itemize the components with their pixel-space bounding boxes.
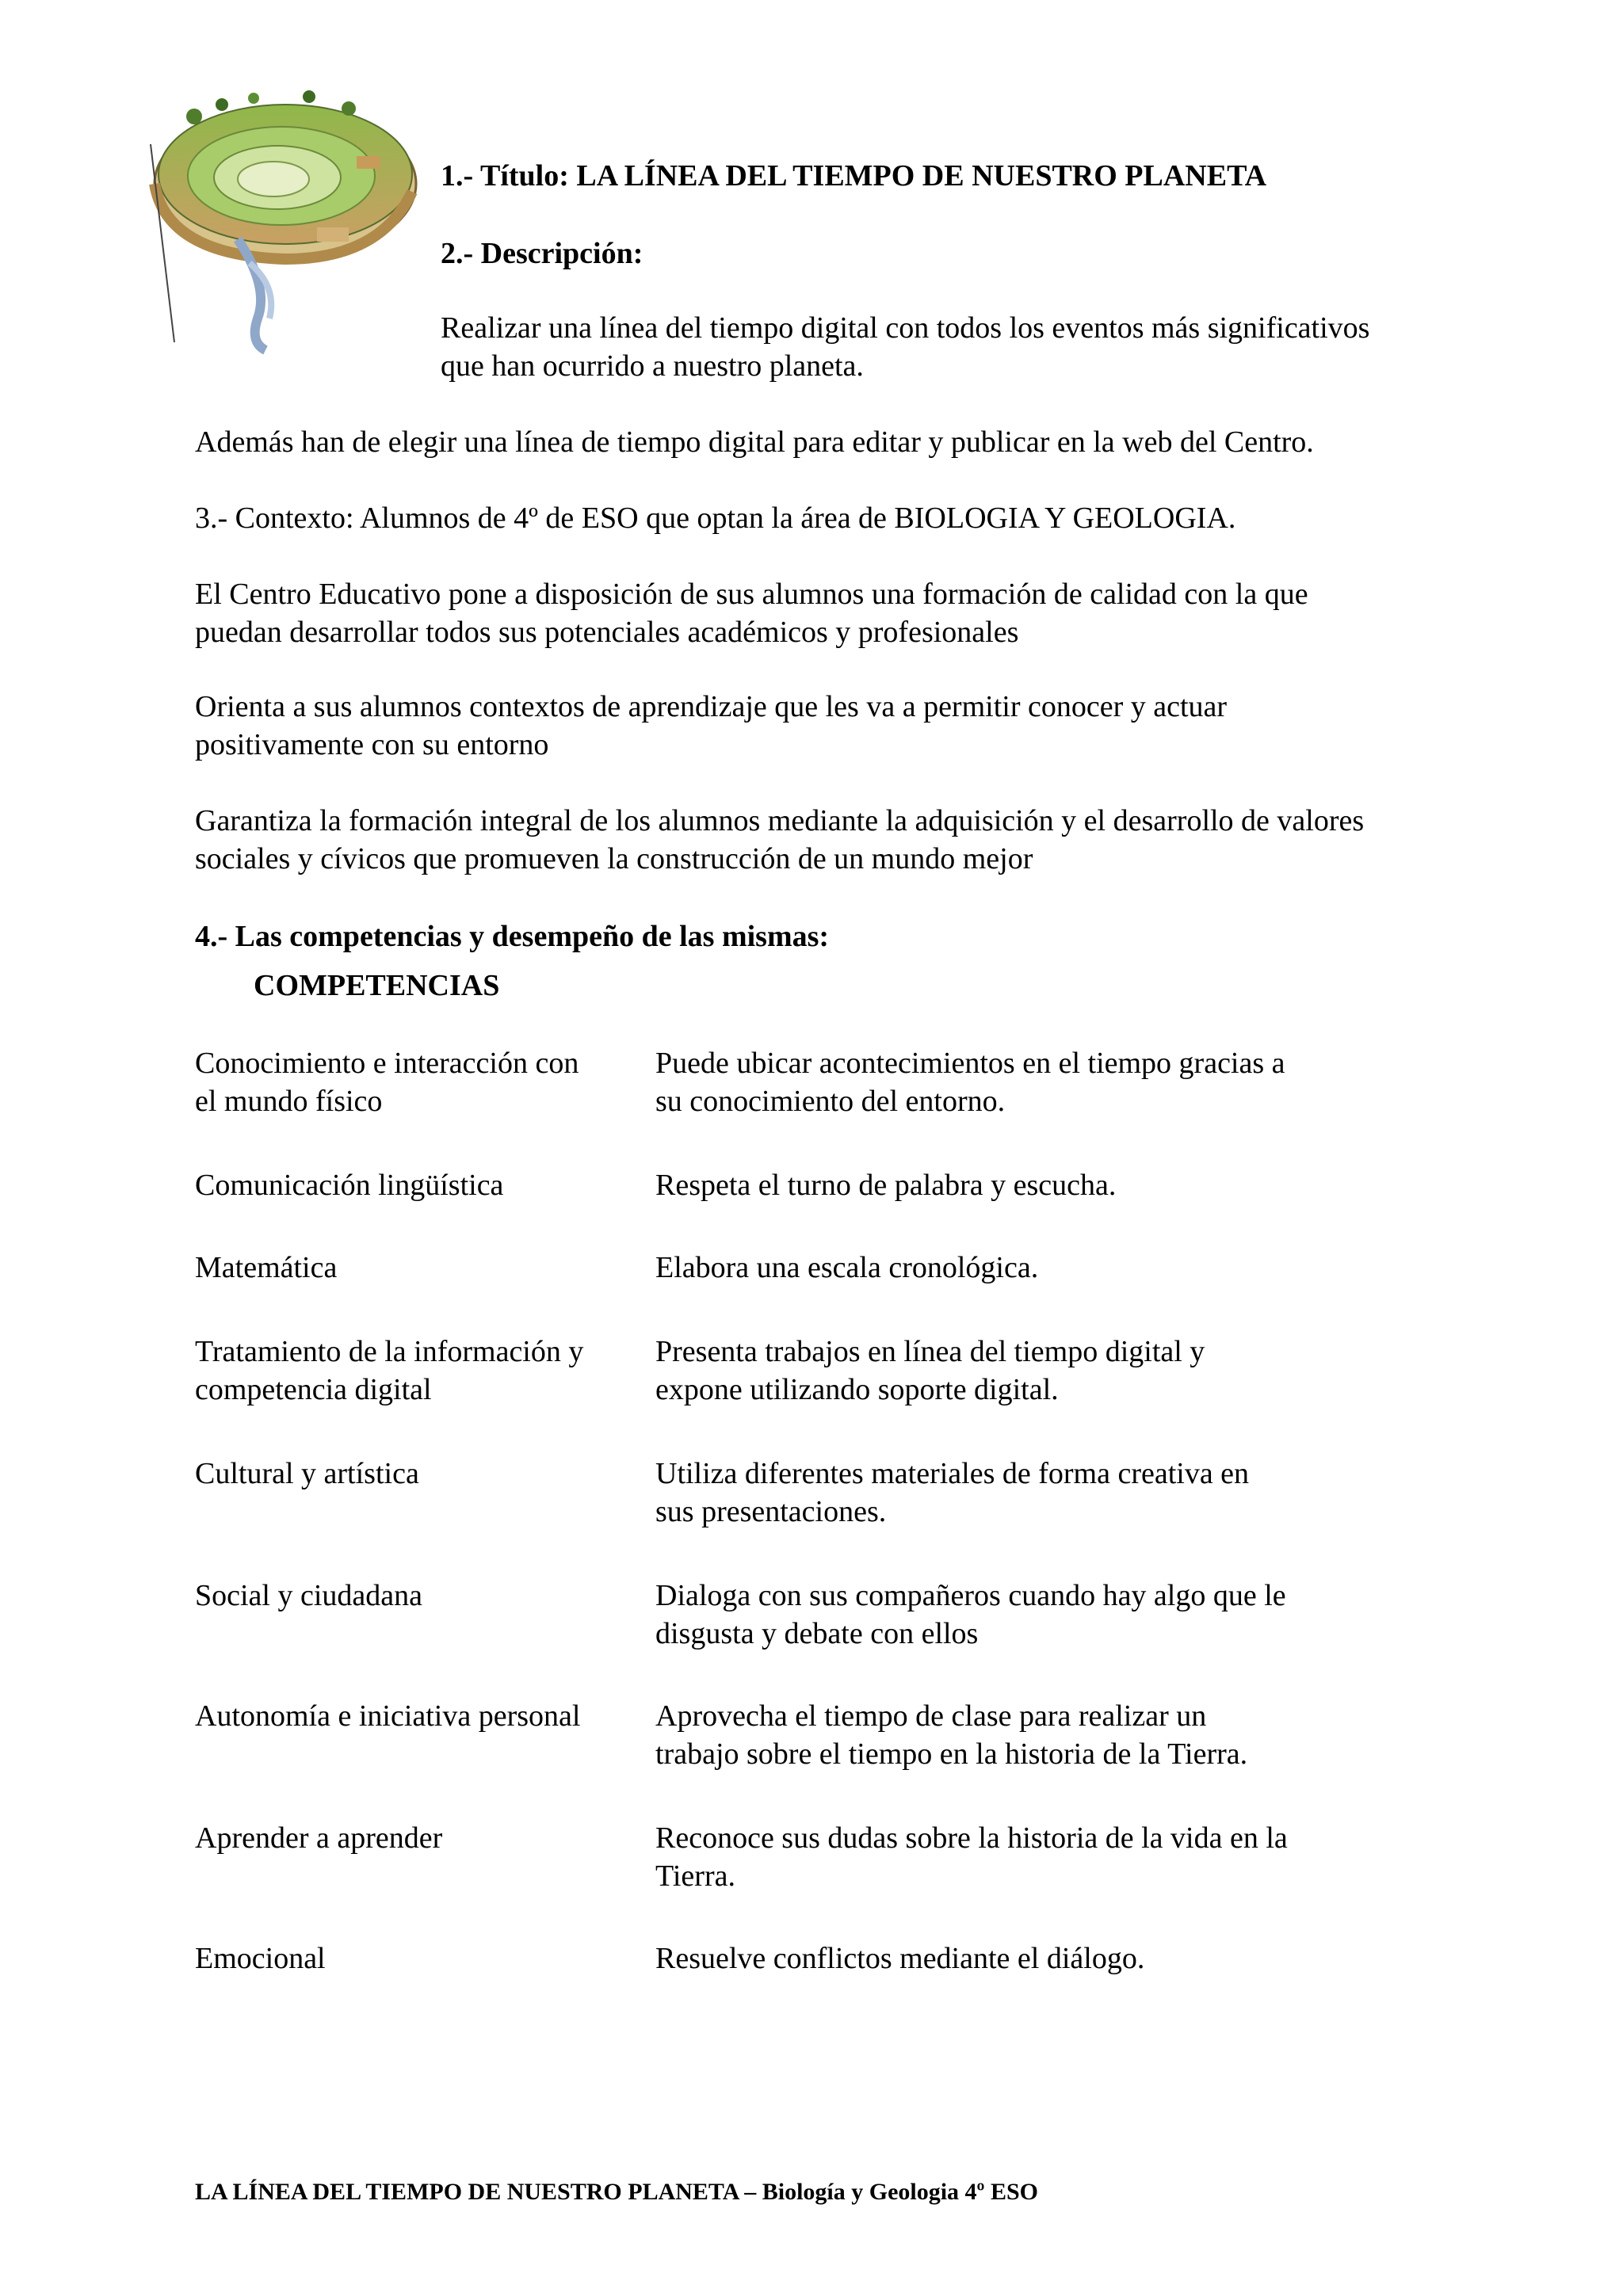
competencia-desempeno-line: su conocimiento del entorno.	[655, 1085, 1006, 1118]
competencia-desempeno-line: sus presentaciones.	[655, 1495, 887, 1528]
competencia-name-line: Emocional	[195, 1942, 326, 1975]
competencia-desempeno-line: Elabora una escala cronológica.	[655, 1251, 1039, 1284]
competencia-name-line: Conocimiento e interacción con	[195, 1047, 579, 1080]
competencia-name-line: Autonomía e iniciativa personal	[195, 1699, 581, 1733]
competencia-desempeno-line: Tierra.	[655, 1859, 735, 1893]
competencia-desempeno-line: Reconoce sus dudas sobre la historia de la vida en la	[655, 1821, 1288, 1855]
competencia-desempeno-line: expone utilizando soporte digital.	[655, 1373, 1059, 1406]
competencia-desempeno-line: Puede ubicar acontecimientos en el tiempo gracias a	[655, 1047, 1285, 1080]
competencias-subheading: COMPETENCIAS	[254, 969, 500, 1002]
paragraph-centro-line-2: puedan desarrollar todos sus potenciales académicos y profesionales	[195, 616, 1019, 649]
document-title: 1.- Título: LA LÍNEA DEL TIEMPO DE NUESTRO PLANETA	[441, 159, 1267, 193]
competencia-desempeno-line: disgusta y debate con ellos	[655, 1617, 979, 1650]
paragraph-orienta-line-2: positivamente con su entorno	[195, 728, 549, 761]
page-footer: LA LÍNEA DEL TIEMPO DE NUESTRO PLANETA – Biología y Geologia 4º ESO	[195, 2179, 1038, 2205]
competencia-name-line: Tratamiento de la información y	[195, 1335, 584, 1368]
competencia-desempeno-line: Resuelve conflictos mediante el diálogo.	[655, 1942, 1145, 1975]
competencia-desempeno-line: Presenta trabajos en línea del tiempo digital y	[655, 1335, 1205, 1368]
competencia-desempeno-line: Aprovecha el tiempo de clase para realizar un	[655, 1699, 1207, 1733]
competencia-name-line: Comunicación lingüística	[195, 1169, 504, 1202]
competencia-desempeno-line: Utiliza diferentes materiales de forma creativa en	[655, 1457, 1250, 1490]
description-line-1: Realizar una línea del tiempo digital con todos los eventos más significativos	[441, 311, 1370, 345]
paragraph-centro-line-1: El Centro Educativo pone a disposición de sus alumnos una formación de calidad con la que	[195, 578, 1308, 611]
paragraph-garantiza-line-2: sociales y cívicos que promueven la construcción de un mundo mejor	[195, 842, 1033, 875]
description-line-2: que han ocurrido a nuestro planeta.	[441, 349, 864, 383]
competencia-name-line: Cultural y artística	[195, 1457, 419, 1490]
description-heading: 2.- Descripción:	[441, 237, 643, 270]
competencia-desempeno-line: Dialoga con sus compañeros cuando hay algo que le	[655, 1579, 1286, 1612]
competencia-name-line: Matemática	[195, 1251, 338, 1284]
competencias-heading: 4.- Las competencias y desempeño de las mismas:	[195, 920, 830, 953]
paragraph-orienta-line-1: Orienta a sus alumnos contextos de aprendizaje que les va a permitir conocer y actuar	[195, 690, 1228, 723]
competencia-name-line: el mundo físico	[195, 1085, 383, 1118]
competencia-name-line: Social y ciudadana	[195, 1579, 423, 1612]
competencia-desempeno-line: Respeta el turno de palabra y escucha.	[655, 1169, 1117, 1202]
paragraph-contexto: 3.- Contexto: Alumnos de 4º de ESO que optan la área de BIOLOGIA Y GEOLOGIA.	[195, 502, 1236, 535]
paragraph-garantiza-line-1: Garantiza la formación integral de los alumnos mediante la adquisición y el desarrollo de valores	[195, 804, 1365, 837]
competencia-name-line: Aprender a aprender	[195, 1821, 443, 1855]
competencia-name-line: competencia digital	[195, 1373, 432, 1406]
paragraph-ademas: Además han de elegir una línea de tiempo digital para editar y publicar en la web del Centro.	[195, 425, 1314, 459]
geologic-time-spiral-illustration	[119, 81, 420, 355]
competencia-desempeno-line: trabajo sobre el tiempo en la historia de la Tierra.	[655, 1737, 1248, 1771]
